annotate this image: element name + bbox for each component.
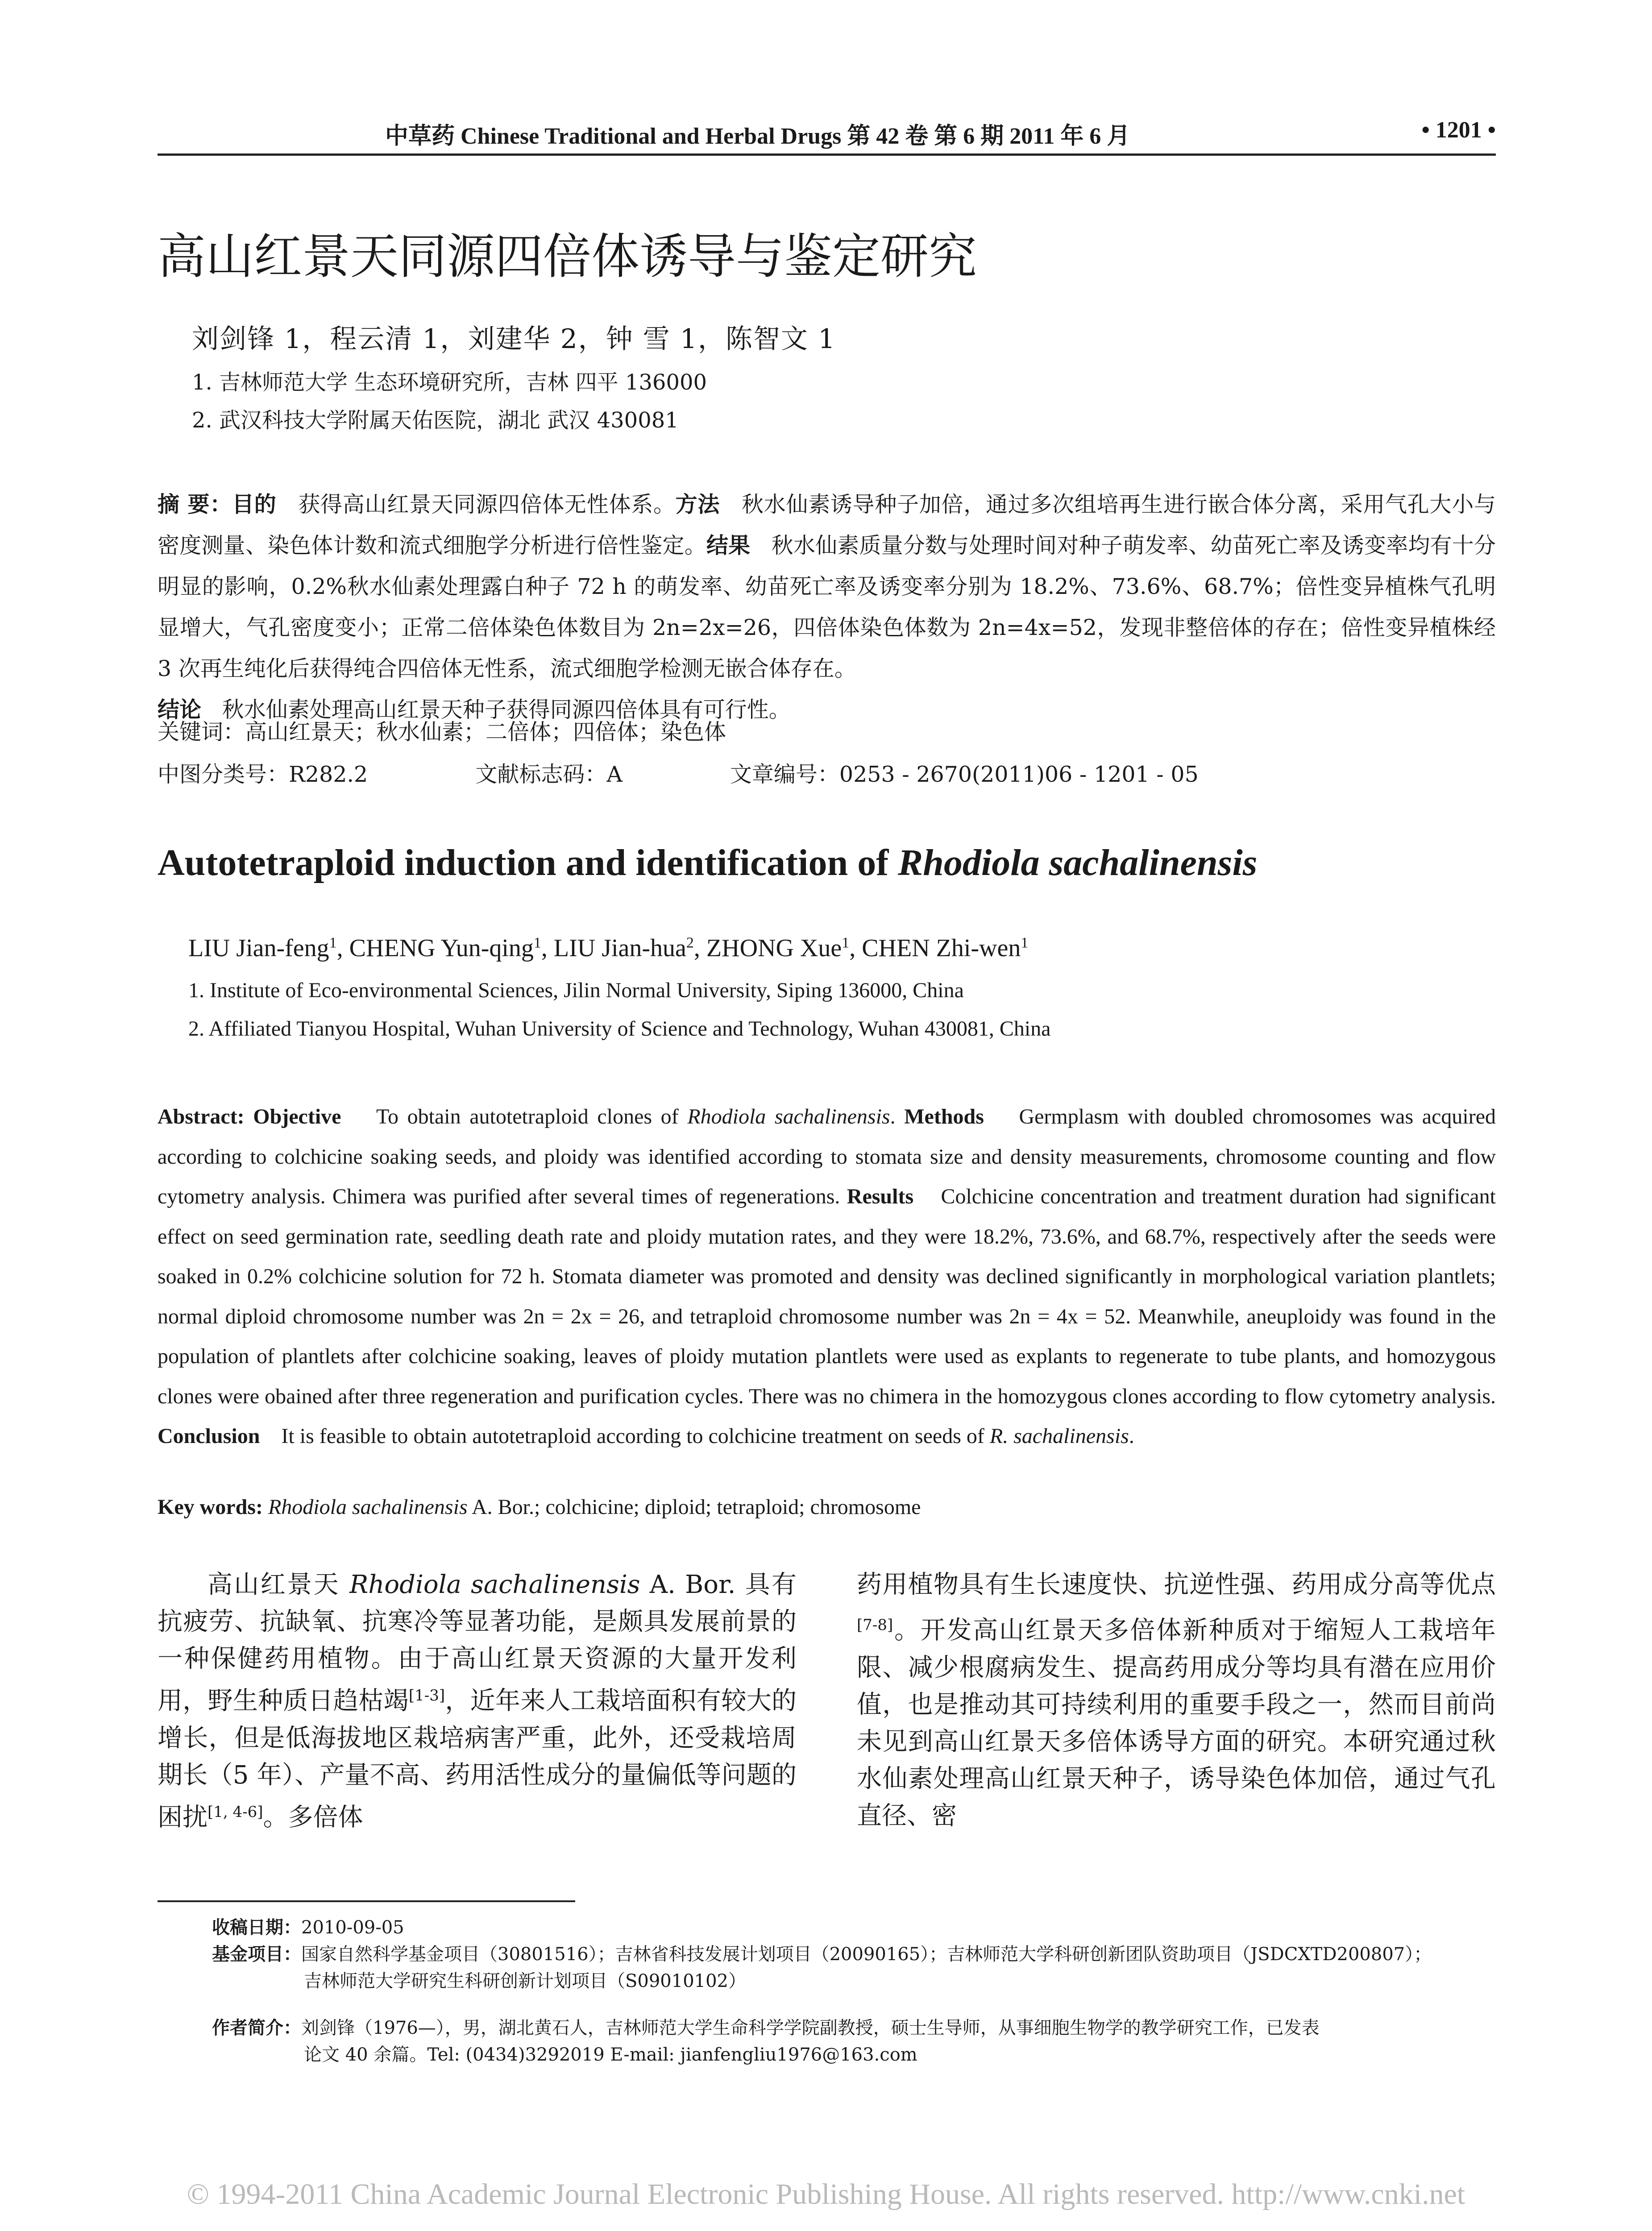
affiliation-en-1: 1. Institute of Eco-environmental Sciences, Jilin Normal University, Siping 136000, China [188, 979, 964, 1002]
body-column-left [158, 1566, 797, 1836]
objective-en [376, 1105, 896, 1128]
author-en: LIU Jian-feng [188, 934, 329, 962]
footnote-fund [212, 1941, 1496, 1995]
title-cn: 高山红景天同源四倍体诱导与鉴定研究 [158, 229, 977, 285]
author-bio-text: 论文 40 余篇。Tel: (0434)3292019 E-mail: jianfengliu1976@163.com [304, 2044, 917, 2065]
body-text: 。多倍体 [263, 1803, 363, 1832]
page-number: • 1201 • [1421, 117, 1496, 143]
title-en-text: Autotetraploid induction and identification of [158, 842, 898, 883]
keywords-en [158, 1495, 1496, 1519]
clc-value: R282.2 [289, 762, 368, 787]
objective-label-cn: 目的 [232, 492, 277, 517]
author-aff: 1 [1021, 934, 1029, 951]
clc-label: 中图分类号： [158, 762, 289, 787]
methods-label-cn: 方法 [675, 492, 720, 517]
author-en: ZHONG Xue [706, 934, 842, 962]
keywords-label-en: Key words: [158, 1495, 263, 1519]
objective-en-text: To obtain autotetraploid clones of [376, 1105, 688, 1128]
author-bio-text: 刘剑锋（1976—），男，湖北黄石人，吉林师范大学生命科学学院副教授，硕士生导师，从事细胞生物学的教学研究工作，已发表 [301, 2018, 1320, 2038]
received-label: 收稿日期： [212, 1917, 301, 1938]
body-text: 高山红景天 [208, 1570, 350, 1599]
objective-en-species: Rhodiola sachalinensis [687, 1105, 890, 1128]
body-text: 药用植物具有生长速度快、抗逆性强、药用成分高等优点 [857, 1570, 1496, 1599]
abstract-en [158, 1097, 1496, 1456]
footnote-rule [158, 1900, 575, 1902]
footnote-author [212, 2015, 1496, 2068]
author-aff: 1 [842, 934, 850, 951]
affiliation-cn-2: 2. 武汉科技大学附属天佑医院，湖北 武汉 430081 [192, 408, 679, 433]
body-text: 。开发高山红景天多倍体新种质对于缩短人工栽培年限、减少根腐病发生、提高药用成分等均具有潜在应用价值，也是推动其可持续利用的重要手段之一，然而目前尚未见到高山红景天多倍体诱导方面的研究。本研究通过秋水仙素处理高山红景天种子，诱导染色体加倍，通过气孔直径、密 [857, 1616, 1496, 1830]
conclusion-en [281, 1424, 1134, 1448]
affiliation-cn-1: 1. 吉林师范大学 生态环境研究所，吉林 四平 136000 [192, 370, 707, 395]
keywords-en-species: Rhodiola sachalinensis [268, 1495, 468, 1519]
journal-info: 中草药 Chinese Traditional and Herbal Drugs 第 42 卷 第 6 期 2011 年 6 月 [385, 124, 1130, 149]
citation: [1, 4-6] [208, 1803, 263, 1821]
author-en: CHENG Yun-qing [349, 934, 534, 962]
objective-en-end: . [890, 1105, 896, 1128]
body-species: Rhodiola sachalinensis [349, 1570, 640, 1599]
abstract-en-label: Abstract: Objective [158, 1105, 341, 1128]
classification-line [158, 757, 1199, 788]
affiliation-en-2: 2. Affiliated Tianyou Hospital, Wuhan University of Science and Technology, Wuhan 430081, China [188, 1017, 1051, 1041]
methods-en: Germplasm with doubled chromosomes was acquired according to colchicine soaking seeds, and ploidy was identified according to stomata size and density measurements, chromosome counting and flow cytometry analysis. Chimera was purified after several times of regenerations. [158, 1105, 1496, 1208]
citation: [1-3] [408, 1687, 445, 1704]
results-cn: 秋水仙素质量分数与处理时间对种子萌发率、幼苗死亡率及诱变率均有十分明显的影响，0.2%秋水仙素处理露白种子 72 h 的萌发率、幼苗死亡率及诱变率分别为 18.2%、73.6%、68.7%；倍性变异植株气孔明显增大，气孔密度变小；正常二倍体染色体数目为 2n=2x=26，四倍体染色体数为 2n=4x=52，发现非整倍体的存在；倍性变异植株经 3 次再生纯化后获得纯合四倍体无性系，流式细胞学检测无嵌合体存在。 [158, 533, 1496, 681]
doc-code-value: A [606, 762, 623, 787]
conclusion-en-species: R. sachalinensis [989, 1424, 1129, 1448]
fund-text: 吉林师范大学研究生科研创新计划项目（S09010102） [304, 1971, 746, 1991]
conclusion-en-text: It is feasible to obtain autotetraploid according to colchicine treatment on seeds of [281, 1424, 990, 1448]
keywords-cn [158, 715, 726, 746]
article-number-value: 0253 - 2670(2011)06 - 1201 - 05 [839, 762, 1199, 787]
fund-text: 国家自然科学基金项目（30801516）；吉林省科技发展计划项目（20090165）；吉林师范大学科研创新团队资助项目（JSDCXTD200807）； [301, 1944, 1432, 1965]
author-aff: 2 [686, 934, 694, 951]
results-label-en: Results [847, 1185, 914, 1208]
conclusion-label-cn: 结论 [158, 697, 202, 722]
authors-en: LIU Jian-feng$^1$, CHENG Yun-qing$^1$, LIU Jian-hua$^2$, ZHONG Xue$^1$, CHEN Zhi-wen$^1$ [188, 934, 1029, 962]
keywords-value-cn: 高山红景天；秋水仙素；二倍体；四倍体；染色体 [245, 719, 726, 745]
conclusion-cn: 秋水仙素处理高山红景天种子获得同源四倍体具有可行性。 [222, 697, 791, 722]
abstract-cn [158, 484, 1496, 730]
methods-label-en: Methods [904, 1105, 984, 1128]
body-text: ，近年来人工栽培面积有较大的增长，但是低海拔地区栽培病害严重，此外，还受栽培周期长（5 年）、产量不高、药用活性成分的量偏低等问题的困扰 [158, 1686, 797, 1832]
title-en-species: Rhodiola sachalinensis [898, 842, 1258, 883]
fund-label: 基金项目： [212, 1944, 301, 1965]
author-en: LIU Jian-hua [553, 934, 686, 962]
results-en: Colchicine concentration and treatment duration had significant effect on seed germination rate, seedling death rate and ploidy mutation rates, and they were 18.2%, 73.6%, and 68.7%, respectively after the seeds were soaked in 0.2% colchicine solution for 72 h. Stomata diameter was promoted and density was declined significantly in morphological variation plantlets; normal diploid chromosome number was 2n = 2x = 26, and tetraploid chromosome number was 2n = 4x = 52. Meanwhile, aneuploidy was found in the population of plantlets after colchicine soaking, leaves of ploidy mutation plantlets were used as explants to regenerate to tube plants, and homozygous clones were obained after three regeneration and purification cycles. There was no chimera in the homozygous clones according to flow cytometry analysis. [158, 1185, 1496, 1408]
author-aff: 1 [329, 934, 337, 951]
conclusion-en-end: . [1129, 1424, 1134, 1448]
footnote-received [212, 1914, 1496, 1941]
results-label-cn: 结果 [706, 533, 751, 558]
authors-cn: 刘剑锋 1，程云清 1，刘建华 2，钟 雪 1，陈智文 1 [192, 323, 836, 355]
author-bio-label: 作者简介： [212, 2018, 301, 2038]
abstract-cn-label: 摘 要： [158, 492, 232, 517]
title-en [158, 841, 1257, 884]
doc-code-label: 文献标志码： [475, 762, 607, 787]
copyright-notice: © 1994-2011 China Academic Journal Electronic Publishing House. All rights reserved. http://www.cnki.net [187, 2178, 1465, 2210]
keywords-label-cn: 关键词： [158, 719, 245, 745]
author-en: CHEN Zhi-wen [862, 934, 1021, 962]
keywords-en-rest: A. Bor.; colchicine; diploid; tetraploid; chromosome [467, 1495, 921, 1519]
article-number-label: 文章编号： [730, 762, 839, 787]
running-header [158, 117, 1496, 148]
objective-cn: 获得高山红景天同源四倍体无性体系。 [298, 492, 676, 517]
citation: [7-8] [857, 1616, 893, 1634]
received-date: 2010-09-05 [301, 1917, 404, 1938]
author-aff: 1 [533, 934, 541, 951]
conclusion-label-en: Conclusion [158, 1424, 260, 1448]
methods-cn: 秋水仙素诱导种子加倍，通过多次组培再生进行嵌合体分离，采用气孔大小与密度测量、染色体计数和流式细胞学分析进行倍性鉴定。 [158, 492, 1496, 558]
body-column-right [857, 1566, 1496, 1834]
body-text: A. Bor. 具有抗疲劳、抗缺氧、抗寒冷等显著功能，是颇具发展前景的一种保健药用植物。由于高山红景天资源的大量开发利用，野生种质日趋枯竭 [158, 1570, 797, 1716]
header-rule [158, 153, 1496, 156]
